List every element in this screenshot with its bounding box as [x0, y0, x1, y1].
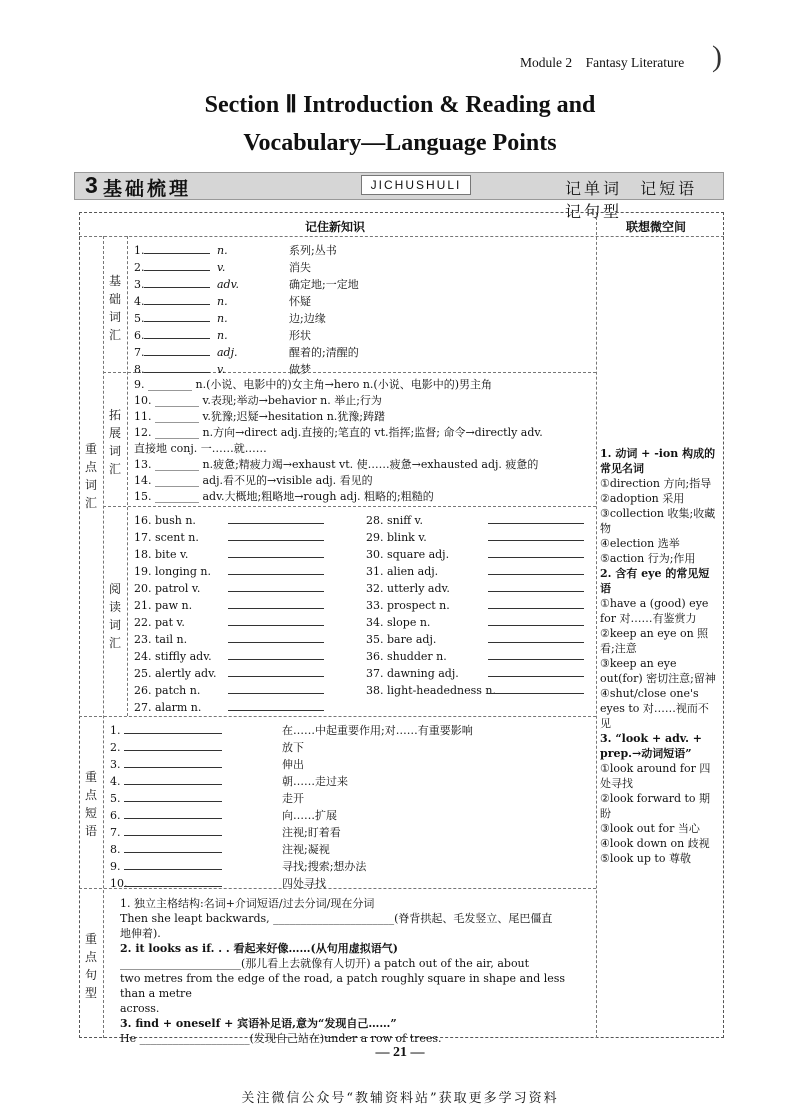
- banner-title: 基础梳理: [103, 178, 192, 200]
- side-note: 1. 动词 + -ion 构成的常见名词: [600, 447, 716, 475]
- side-note: 3. “look + adv. + prep.→动词短语”: [600, 732, 702, 760]
- side-note: ③keep an eye out(for) 密切注意;留神: [600, 657, 716, 685]
- side-note: ②look forward to 期盼: [600, 792, 711, 820]
- side-note: ③look out for 当心: [600, 822, 700, 835]
- side-note: ④election 选举: [600, 537, 680, 550]
- ext-word: 12. ________ n.方向→direct adj.直接的;笔直的 vt.指挥;监督; 命令→directly adv.: [134, 426, 543, 439]
- read-word-list-left: 16. bush n. 17. scent n. 18. bite v. 19. longing n. 20. patrol v. 21. paw n. 22. pat v. 23. tail n. 24. stiffly adv. 25. alertly adv. 26. patch n. 27. alarm n.: [134, 512, 324, 716]
- sentence-line: 地伸着).: [120, 927, 161, 940]
- label-basic: 基础词汇: [108, 274, 121, 342]
- ext-word-list: [134, 377, 543, 505]
- sentence-line: He ____________________(发现自己站在)under a row of trees.: [120, 1032, 442, 1045]
- side-note: ①have a (good) eye for 对……有鉴赏力: [600, 597, 709, 625]
- page-title-line2: Vocabulary—Language Points: [243, 130, 557, 156]
- read-word-list-right: 28. sniff v. 29. blink v. 30. square adj. 31. alien adj. 32. utterly adv. 33. prospect n. 34. slope n. 35. bare adj. 36. shudder n. 37. dawning adj. 38. light-headedness n.: [366, 512, 584, 699]
- label-phrase: 重点短语: [84, 770, 97, 838]
- side-note: ②adoption 采用: [600, 492, 685, 505]
- table-head-left: 记住新知识: [305, 220, 366, 234]
- label-ext: 拓展词汇: [108, 408, 121, 476]
- side-note: ⑤look up to 尊敬: [600, 852, 691, 865]
- sentence-line: across.: [120, 1002, 160, 1015]
- header-bracket-icon: ): [712, 40, 722, 73]
- ext-word: 直接地 conj. 一……就……: [134, 442, 267, 455]
- side-note: 2. 含有 eye 的常见短语: [600, 567, 710, 595]
- sentence-list: [120, 896, 590, 1046]
- label-sentence: 重点句型: [84, 932, 97, 1000]
- ext-word: 14. ________ adj.看不见的→visible adj. 看见的: [134, 474, 373, 487]
- footer-note: 关注微信公众号“教辅资料站”获取更多学习资料: [241, 1091, 559, 1106]
- label-read: 阅读词汇: [108, 582, 121, 650]
- page-number: — 21 —: [375, 1045, 425, 1060]
- ext-word: 9. ________ n.(小说、电影中的)女主角→hero n.(小说、电影中的)男主角: [134, 378, 493, 391]
- section-banner: [74, 172, 724, 221]
- running-header: [520, 55, 684, 71]
- side-note: ④shut/close one's eyes to 对……视而不见: [600, 687, 709, 730]
- module-label: Module 2: [520, 55, 573, 70]
- sentence-line: two metres from the edge of the road, a patch roughly square in shape and less than a metre: [120, 972, 566, 1000]
- side-note: ⑤action 行为;作用: [600, 552, 696, 565]
- side-note: ②keep an eye on 照看;注意: [600, 627, 709, 655]
- banner-pinyin: JICHUSHULI: [361, 175, 471, 195]
- side-note: ①direction 方向;指导: [600, 477, 712, 490]
- page-title-line1: Section Ⅱ Introduction & Reading and: [204, 92, 596, 118]
- ext-word: 10. ________ v.表现;举动→behavior n. 举止;行为: [134, 394, 382, 407]
- side-notes: [600, 446, 718, 866]
- label-vocab: 重点词汇: [84, 442, 97, 510]
- topic-label: Fantasy Literature: [585, 55, 685, 70]
- side-note: ④look down on 歧视: [600, 837, 710, 850]
- banner-number: 3: [85, 172, 98, 198]
- sentence-line: Then she leapt backwards, ______________________(脊背拱起、毛发竖立、尾巴僵直: [120, 912, 553, 925]
- banner-tags: 记单词 记短语 记句型: [565, 179, 698, 221]
- sentence-line: ______________________(那儿看上去就像有人切开) a patch out of the air, about: [120, 957, 530, 970]
- side-note: ①look around for 四处寻找: [600, 762, 711, 790]
- phrase-list: 1. 在……中起重要作用;对……有重要影响 2. 放下 3. 伸出 4. 朝……走过来 5. 走开 6. 向……扩展 7. 注视;盯着看 8. 注视;凝视 9. 寻找;搜索;想办法 10. 四处寻找: [110, 724, 473, 890]
- ext-word: 15. ________ adv.大概地;粗略地→rough adj. 粗略的;粗糙的: [134, 490, 434, 503]
- table-head-right: 联想微空间: [626, 220, 687, 234]
- sentence-line: 1. 独立主格结构:名词+介词短语/过去分词/现在分词: [120, 897, 375, 910]
- sentence-line: 3. find + oneself + 宾语补足语,意为“发现自己……”: [120, 1017, 397, 1030]
- ext-word: 13. ________ n.疲惫;精疲力竭→exhaust vt. 使……疲惫→exhausted adj. 疲惫的: [134, 458, 539, 471]
- sentence-line: 2. it looks as if. . . 看起来好像……(从句用虚拟语气): [120, 942, 398, 955]
- basic-word-list: 1. n. 系列;丛书 2. v. 消失 3. adv. 确定地;一定地 4. n. 怀疑 5. n. 边;边缘 6. n. 形状 7. adj. 醒着的;清醒的 8. v. 做梦: [134, 244, 359, 376]
- ext-word: 11. ________ v.犹豫;迟疑→hesitation n.犹豫;踌躇: [134, 410, 385, 423]
- side-note: ③collection 收集;收藏物: [600, 507, 716, 535]
